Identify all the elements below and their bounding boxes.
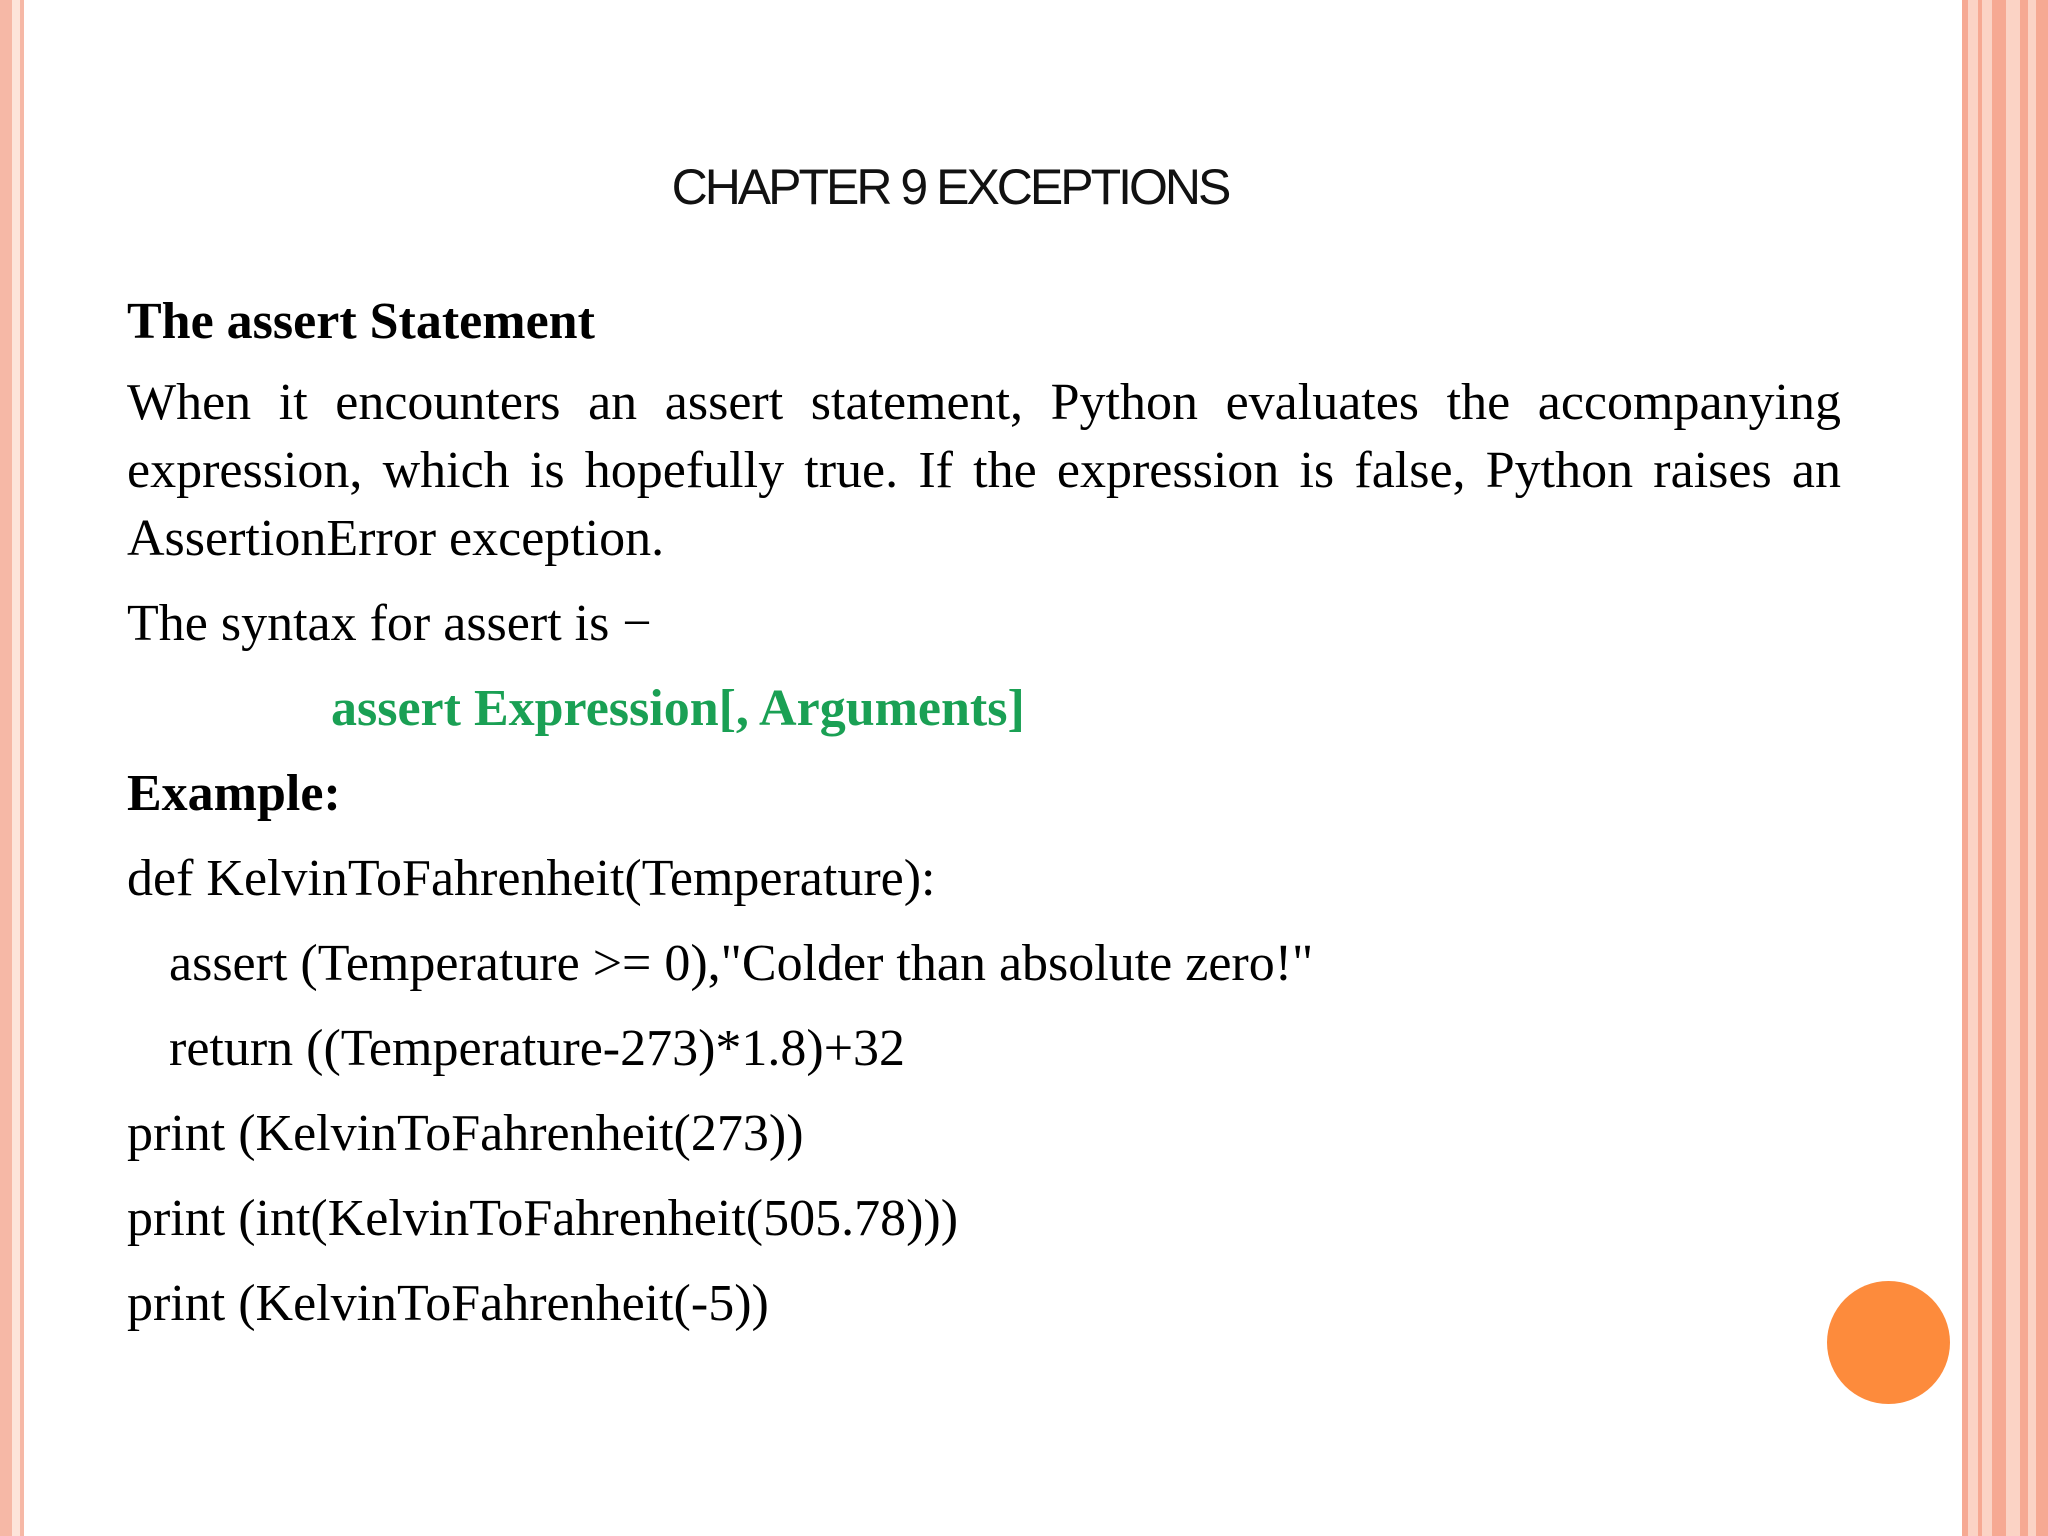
right-border-stripe	[1962, 0, 1968, 1536]
left-border-line	[20, 0, 24, 1536]
example-heading: Example:	[127, 765, 341, 822]
code-line: assert (Temperature >= 0),"Colder than absolute zero!"	[169, 935, 1314, 992]
right-border-stripe	[1978, 0, 1982, 1536]
code-line: print (KelvinToFahrenheit(273))	[127, 1105, 804, 1162]
right-border-stripe	[2020, 0, 2028, 1536]
syntax-line: assert Expression[, Arguments]	[331, 680, 1025, 737]
code-line: print (int(KelvinToFahrenheit(505.78)))	[127, 1190, 959, 1247]
right-border-stripe	[2036, 0, 2048, 1536]
syntax-intro: The syntax for assert is −	[127, 595, 652, 652]
left-border-inner	[12, 0, 20, 1536]
code-line: print (KelvinToFahrenheit(-5))	[127, 1275, 769, 1332]
assert-description-paragraph: When it encounters an assert statement, Python evaluates the accompanying expression, which is hopefully true. If the expression is false, Python raises an AssertionError exception.	[127, 374, 1841, 567]
code-line: def KelvinToFahrenheit(Temperature):	[127, 850, 936, 907]
decorative-orange-circle	[1827, 1281, 1950, 1404]
slide-content	[127, 288, 1841, 1355]
code-line: return ((Temperature-273)*1.8)+32	[169, 1020, 906, 1077]
right-border-stripe	[1992, 0, 2006, 1536]
section-heading: The assert Statement	[127, 293, 595, 350]
chapter-title: CHAPTER 9 EXCEPTIONS	[671, 159, 1229, 215]
left-border	[0, 0, 12, 1536]
